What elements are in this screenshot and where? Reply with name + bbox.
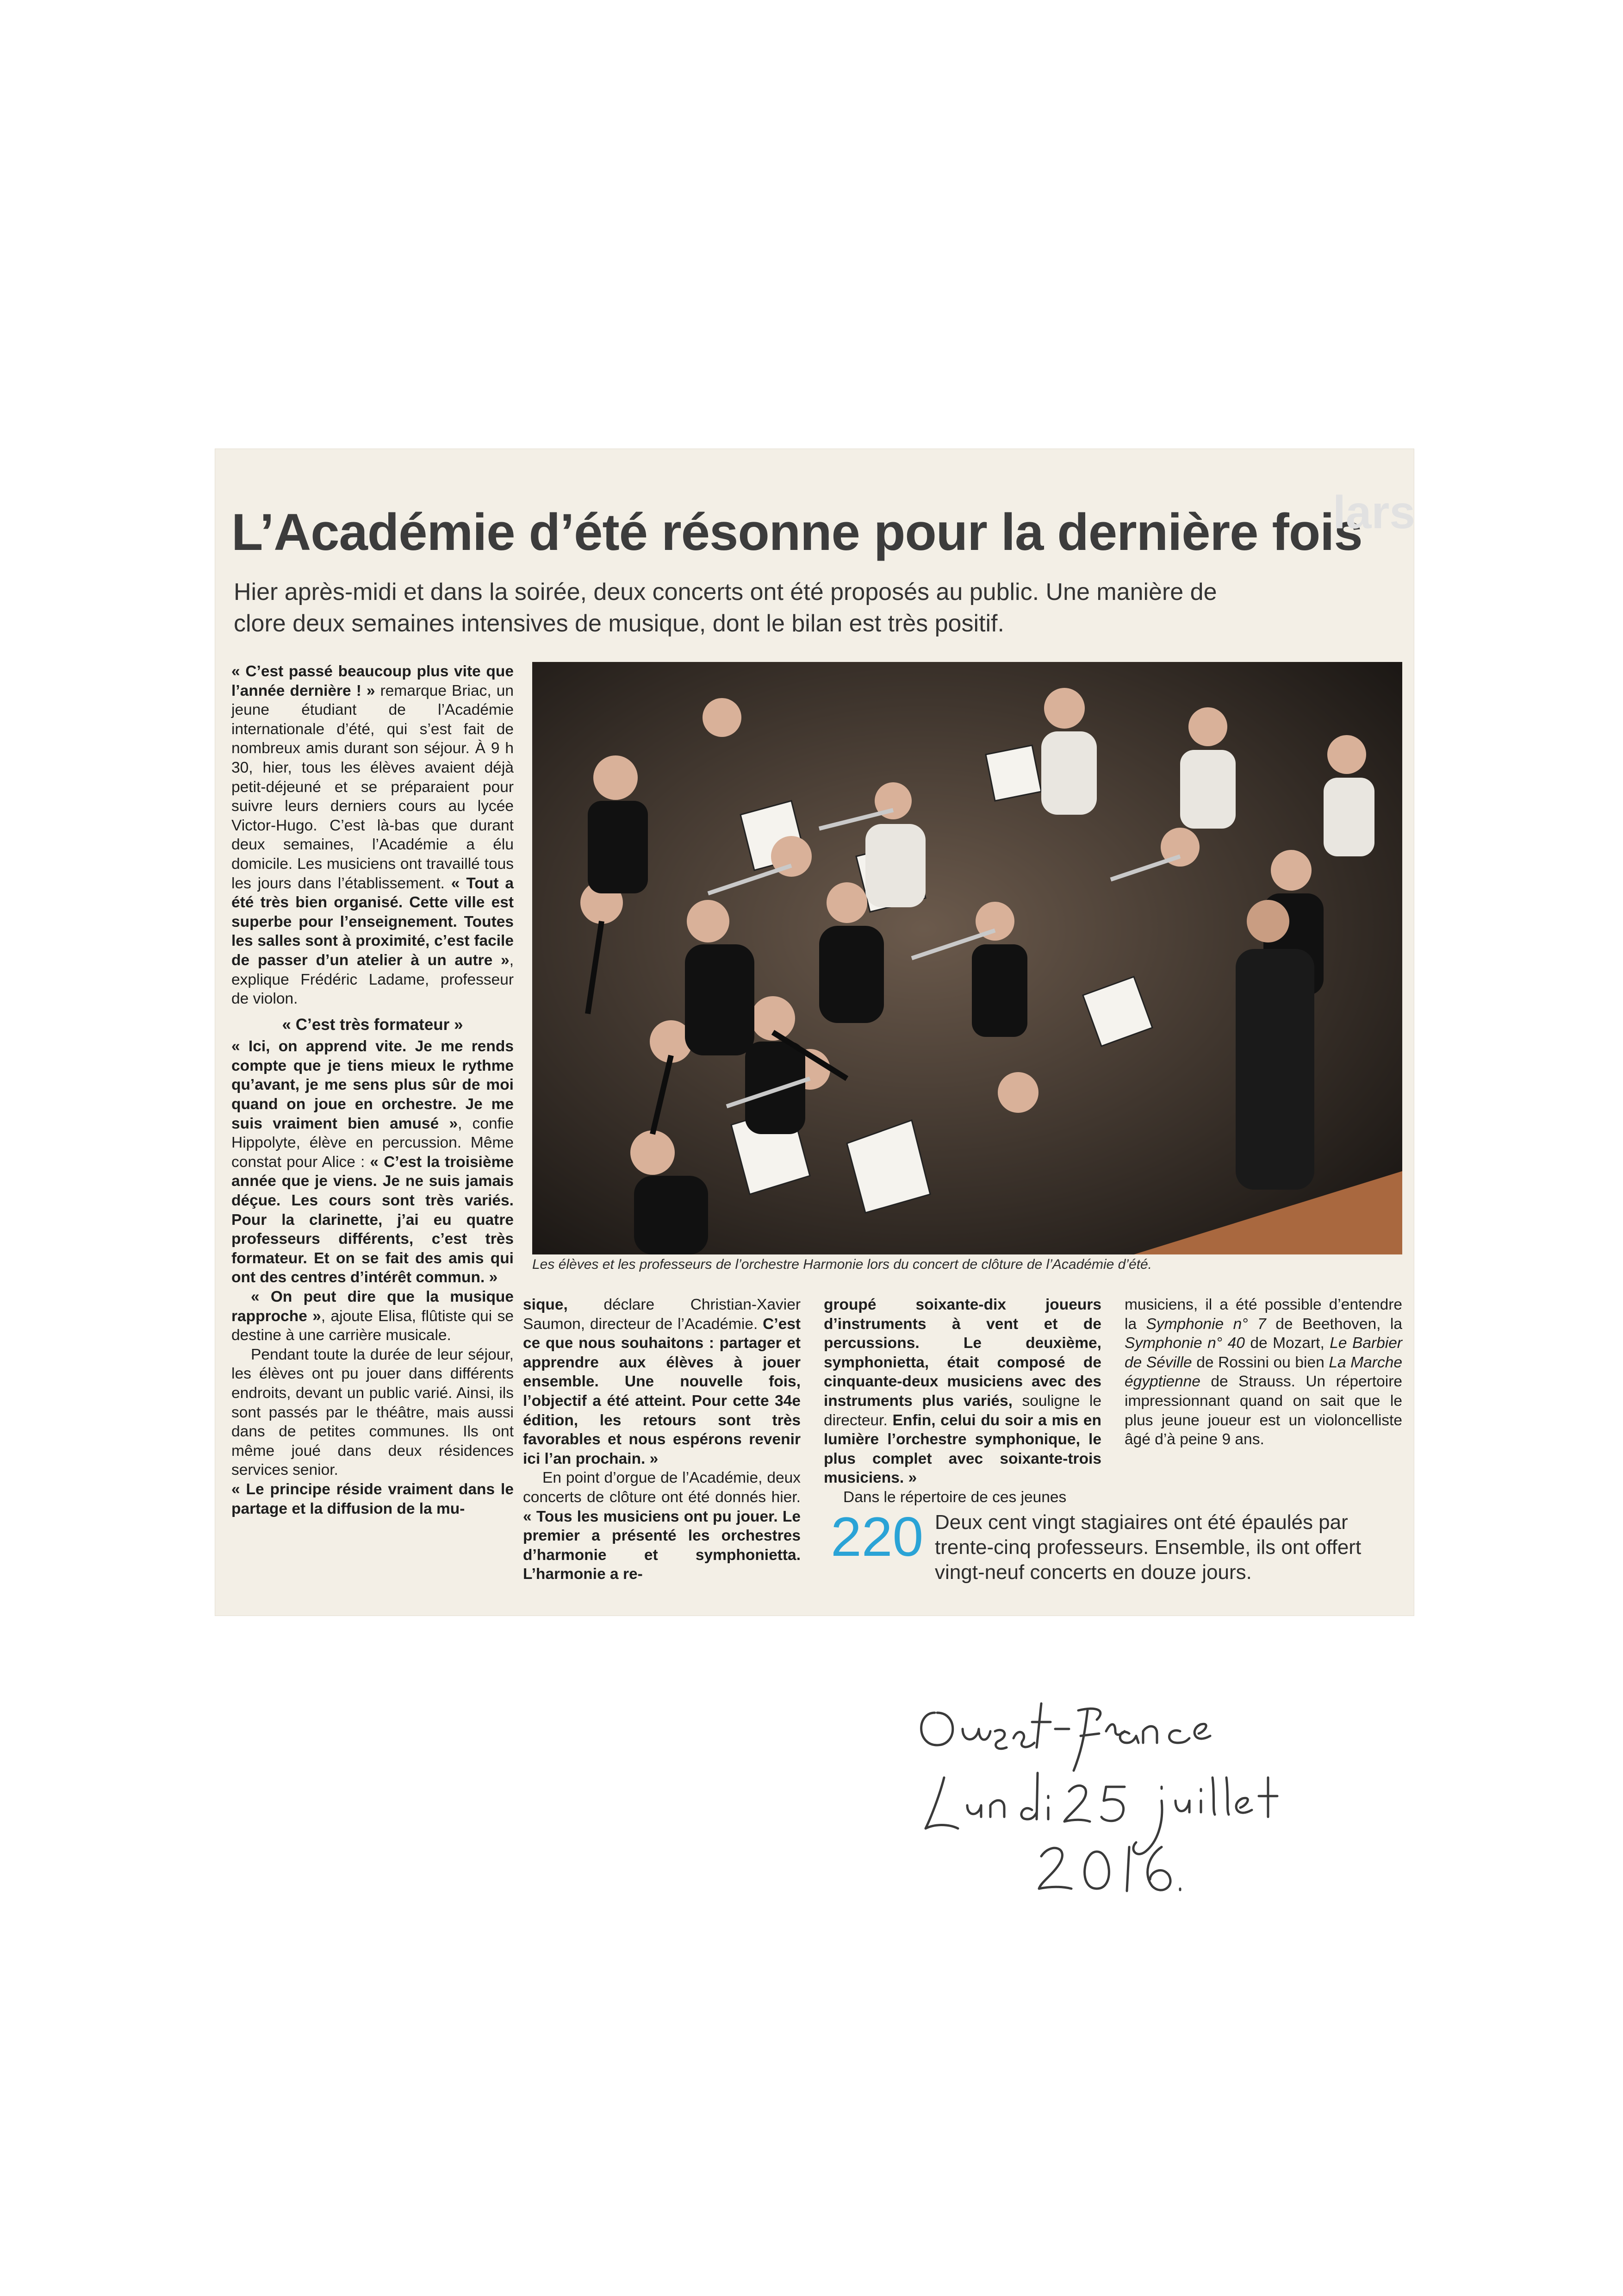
paragraph: « On peut dire que la musique rapproche », ajoute Elisa, flûtiste qui se destine à une carrière musicale. <box>231 1288 514 1344</box>
callout-text: Deux cent vingt stagiaires ont été épaulés par trente-cinq professeurs. Ensemble, ils ont offert vingt-neuf concerts en douze jours. <box>935 1511 1362 1584</box>
paragraph: musiciens, il a été possible d’entendre la Symphonie n° 7 de Beethoven, la Symphonie n° 40 de Mozart, Le Barbier de Séville de Rossini ou bien La Marche égyptienne de Strauss. Un répertoire impressionnant quand on sait que le plus jeune joueur est un violoncelliste âgé d’à peine 9 ans. <box>1125 1296 1403 1448</box>
handwritten-note <box>902 1685 1319 1907</box>
orchestra-photo <box>532 662 1402 1254</box>
article-subhead: « C’est très formateur » <box>282 1015 463 1034</box>
paragraph: « Le principe réside vraiment dans le partage et la diffusion de la mu- <box>231 1480 514 1517</box>
paragraph: Dans le répertoire de ces jeunes <box>843 1488 1067 1506</box>
article-column-1 <box>231 662 514 1518</box>
paragraph: « Ici, on apprend vite. Je me rends compte que je tiens mieux le rythme qu’avant, je me sens plus sûr de moi quand on joue en orchestre. Je me suis vraiment bien amusé », confie Hippolyte, élève en percussion. Même constat pour Alice : « C’est la troisième année que je viens. Je ne suis jamais déçue. Les cours sont très variés. Pour la clarinette, j’ai eu quatre professeurs différents, c’est très formateur. Et on se fait des amis qui ont des centres d’intérêt commun. » <box>231 1038 514 1286</box>
article-headline: L’Académie d’été résonne pour la dernière fois <box>231 503 1362 561</box>
article-column-2 <box>523 1295 801 1584</box>
article-column-3 <box>824 1295 1101 1507</box>
paragraph: Pendant toute la durée de leur séjour, les élèves ont pu jouer dans différents endroits, devant un public varié. Ainsi, ils sont passés par le théâtre, mais aussi dans de petites communes. Ils ont même joué dans deux résidences services senior. <box>231 1346 514 1479</box>
paragraph: sique, déclare Christian-Xavier Saumon, directeur de l’Académie. C’est ce que nous souhaitons : partager et apprendre aux élèves à jouer ensemble. Une nouvelle fois, l’objectif a été atteint. Pour cette 34e édition, les retours sont très favorables et nous espérons revenir ici l’an prochain. » <box>523 1296 801 1467</box>
photo-caption: Les élèves et les professeurs de l’orchestre Harmonie lors du concert de clôture de l’Académie d’été. <box>532 1257 1152 1272</box>
paragraph: groupé soixante-dix joueurs d’instruments à vent et de percussions. Le deuxième, symphonietta, était composé de cinquante-deux musiciens avec des instruments plus variés, souligne le directeur. Enfin, celui du soir a mis en lumière l’orchestre symphonique, le plus complet avec soixante-trois musiciens. » <box>824 1296 1101 1487</box>
paragraph: En point d’orgue de l’Académie, deux concerts de clôture ont été donnés hier. « Tous les musiciens ont pu jouer. Le premier a présenté les orchestres d’harmonie et symphonietta. L’harmonie a re- <box>523 1469 801 1583</box>
callout-number: 220 <box>831 1506 924 1568</box>
article-column-4 <box>1125 1295 1402 1449</box>
article-standfirst: Hier après-midi et dans la soirée, deux concerts ont été proposés au public. Une manière de clore deux semaines intensives de musique, dont le bilan est très positif. <box>234 579 1217 637</box>
paragraph: « C’est passé beaucoup plus vite que l’année dernière ! » remarque Briac, un jeune étudiant de l’Académie internationale d’été, qui s’est fait de nombreux amis durant son séjour. À 9 h 30, hier, tous les élèves avaient déjà petit-déjeuné et se préparaient pour suivre leurs derniers cours au lycée Victor-Hugo. C’est là-bas que durant deux semaines, l’Académie a élu domicile. Les musiciens ont travaillé tous les jours dans l’établissement. « Tout a été très bien organisé. Cette ville est superbe pour l’enseignement. Toutes les salles sont à proximité, c’est facile de passer d’un atelier à un autre », explique Frédéric Ladame, professeur de violon. <box>231 663 514 1008</box>
